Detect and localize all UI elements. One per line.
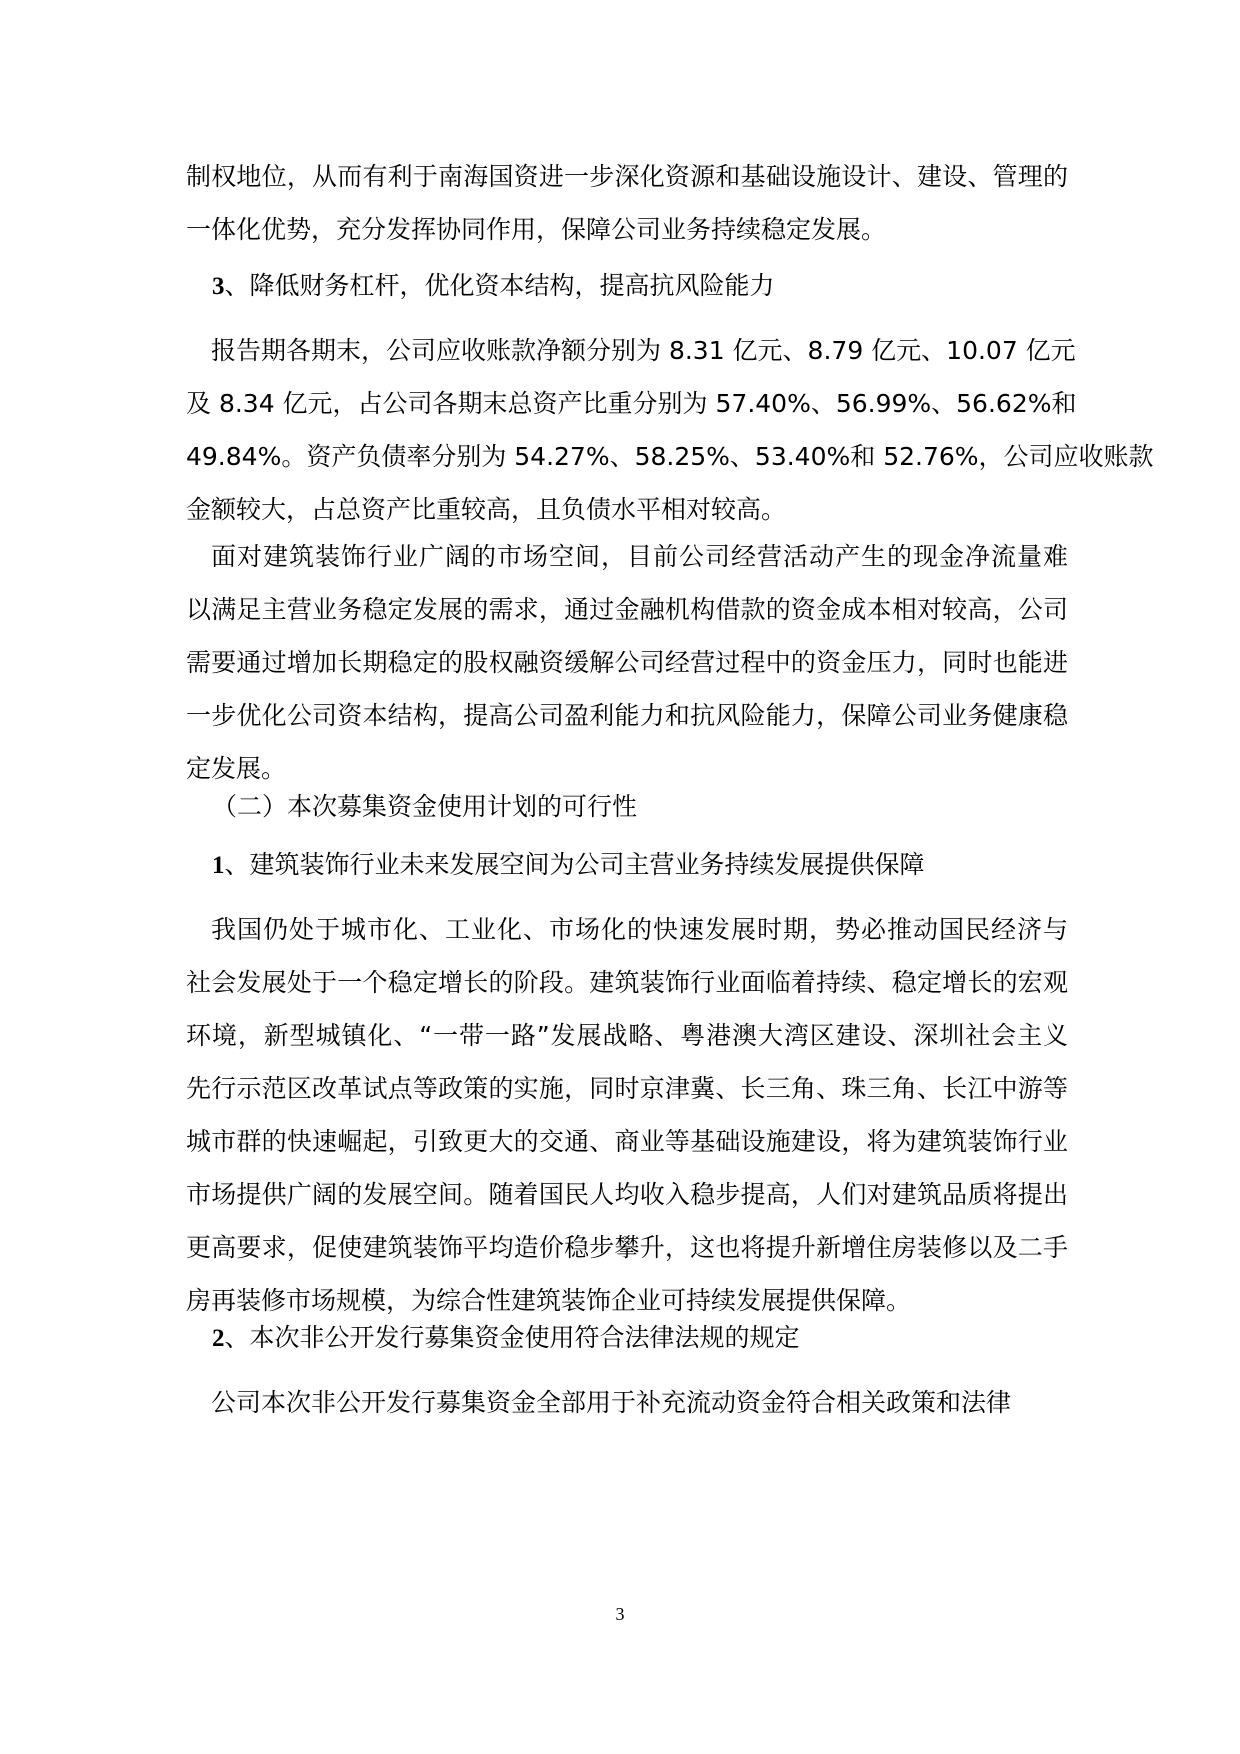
paragraph-line: 城市群的快速崛起，引致更大的交通、商业等基础设施建设，将为建筑装饰行业 — [186, 1127, 1068, 1156]
paragraph-line: 面对建筑装饰行业广阔的市场空间，目前公司经营活动产生的现金净流量难 — [211, 542, 1068, 571]
paragraph-line: 一体化优势，充分发挥协同作用，保障公司业务持续稳定发展。 — [186, 215, 887, 244]
heading-number: 1 — [212, 852, 225, 879]
paragraph-receivables — [186, 324, 1154, 536]
heading-title: 、降低财务杠杆，优化资本结构，提高抗风险能力 — [224, 271, 775, 300]
paragraph-line: 更高要求，促使建筑装饰平均造价稳步攀升，这也将提升新增住房装修以及二手 — [186, 1233, 1068, 1262]
paragraph-line: 公司本次非公开发行募集资金全部用于补充流动资金符合相关政策和法律 — [211, 1388, 1012, 1417]
section-heading-3 — [212, 266, 775, 307]
section-heading-b1 — [212, 845, 925, 886]
paragraph-line: 房再装修市场规模，为综合性建筑装饰企业可持续发展提供保障。 — [186, 1286, 912, 1315]
paragraph-compliance — [186, 1376, 1068, 1429]
paragraph-line: 金额较大，占总资产比重较高，且负债水平相对较高。 — [186, 495, 787, 524]
heading-title: 、本次非公开发行募集资金使用符合法律法规的规定 — [224, 1323, 800, 1352]
paragraph-line: 49.84%。资产负债率分别为 54.27%、58.25%、53.40%和 52.76%，公司应收账款 — [186, 442, 1154, 471]
paragraph-line: 定发展。 — [186, 754, 287, 783]
heading-title: 、建筑装饰行业未来发展空间为公司主营业务持续发展提供保障 — [224, 850, 925, 879]
page-number: 3 — [615, 1604, 625, 1624]
section-heading-b2 — [212, 1318, 800, 1359]
paragraph-line: 报告期各期末，公司应收账款净额分别为 8.31 亿元、8.79 亿元、10.07 亿元 — [211, 336, 1076, 365]
paragraph-line: 社会发展处于一个稳定增长的阶段。建筑装饰行业面临着持续、稳定增长的宏观 — [186, 968, 1068, 997]
section-heading-b — [212, 787, 637, 827]
paragraph-line: 市场提供广阔的发展空间。随着国民人均收入稳步提高，人们对建筑品质将提出 — [186, 1180, 1068, 1209]
paragraph-intro — [186, 150, 1068, 256]
heading-number: 3 — [212, 273, 225, 300]
heading-number: 2 — [212, 1325, 225, 1352]
paragraph-line: 以满足主营业务稳定发展的需求，通过金融机构借款的资金成本相对较高，公司 — [186, 595, 1068, 624]
paragraph-line: 及 8.34 亿元，占公司各期末总资产比重分别为 57.40%、56.99%、56.62%和 — [186, 389, 1077, 418]
paragraph-line: 我国仍处于城市化、工业化、市场化的快速发展时期，势必推动国民经济与 — [211, 915, 1068, 944]
heading-title: （二）本次募集资金使用计划的可行性 — [212, 792, 638, 821]
paragraph-industry — [186, 903, 1068, 1327]
paragraph-market — [186, 530, 1068, 795]
paragraph-line: 先行示范区改革试点等政策的实施，同时京津冀、长三角、珠三角、长江中游等 — [186, 1074, 1068, 1103]
paragraph-line: 制权地位，从而有利于南海国资进一步深化资源和基础设施设计、建设、管理的 — [186, 162, 1068, 191]
paragraph-line: 一步优化公司资本结构，提高公司盈利能力和抗风险能力，保障公司业务健康稳 — [186, 701, 1068, 730]
paragraph-line: 环境，新型城镇化、“一带一路”发展战略、粤港澳大湾区建设、深圳社会主义 — [186, 1021, 1068, 1050]
paragraph-line: 需要通过增加长期稳定的股权融资缓解公司经营过程中的资金压力，同时也能进 — [186, 648, 1068, 677]
